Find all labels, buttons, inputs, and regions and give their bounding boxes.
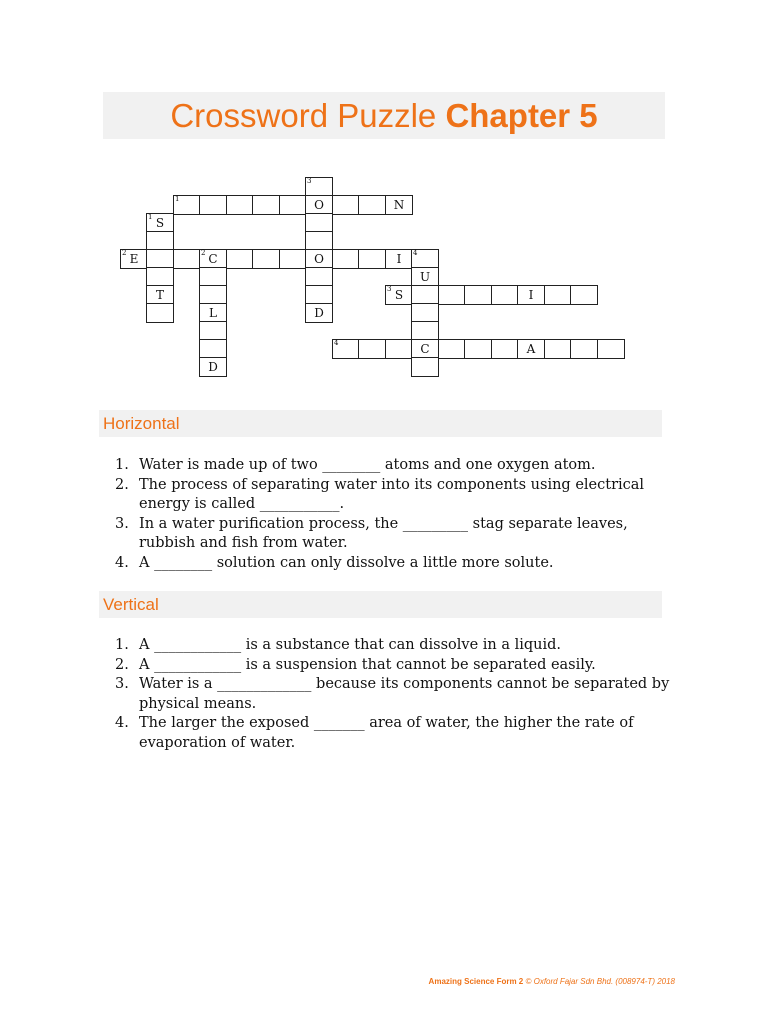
- footer-rest: © Oxford Fajar Sdn Bhd. (008974-T) 2018: [523, 977, 675, 986]
- crossword-cell[interactable]: [385, 195, 413, 215]
- cell-letter: U: [419, 270, 431, 284]
- vertical-heading: Vertical: [99, 591, 662, 618]
- crossword-cell[interactable]: [199, 285, 227, 305]
- crossword-cell[interactable]: [411, 249, 439, 269]
- crossword-cell[interactable]: [199, 339, 227, 359]
- clue-text: A ____________ is a suspension that cannot be separated easily.: [139, 656, 596, 673]
- crossword-cell[interactable]: [411, 285, 439, 305]
- cell-letter: I: [528, 288, 534, 302]
- crossword-cell[interactable]: [464, 285, 492, 305]
- vertical-clue-list: [115, 636, 684, 753]
- crossword-cell[interactable]: [570, 339, 598, 359]
- clue-item: [115, 636, 684, 656]
- clue-text: The process of separating water into its components using electrical energy is called ___________.: [139, 476, 645, 512]
- crossword-cell[interactable]: [385, 285, 413, 305]
- cell-clue-number: 3: [387, 285, 392, 293]
- cell-letter: I: [396, 252, 402, 266]
- cell-letter: D: [314, 306, 324, 320]
- crossword-cell[interactable]: [464, 339, 492, 359]
- crossword-cell[interactable]: [517, 285, 545, 305]
- clue-text: In a water purification process, the _________ stag separate leaves, rubbish and fish from water.: [139, 515, 628, 551]
- horizontal-heading: Horizontal: [99, 410, 662, 437]
- crossword-cell[interactable]: [146, 285, 174, 305]
- crossword-cell[interactable]: [199, 249, 227, 269]
- cell-clue-number: 2: [201, 249, 206, 257]
- crossword-cell[interactable]: [517, 339, 545, 359]
- crossword-cell[interactable]: [358, 195, 386, 215]
- clue-text: Water is a _____________ because its components cannot be separated by physical means.: [139, 676, 670, 712]
- crossword-cell[interactable]: [305, 213, 333, 233]
- crossword-cell[interactable]: [491, 339, 519, 359]
- crossword-cell[interactable]: [120, 249, 148, 269]
- cell-letter: S: [155, 216, 165, 230]
- cell-letter: C: [208, 252, 218, 266]
- crossword-cell[interactable]: [226, 195, 254, 215]
- crossword-cell[interactable]: [199, 303, 227, 323]
- crossword-grid: [0, 0, 768, 400]
- crossword-cell[interactable]: [146, 231, 174, 251]
- crossword-cell[interactable]: [358, 249, 386, 269]
- crossword-cell[interactable]: [544, 285, 572, 305]
- crossword-cell[interactable]: [146, 213, 174, 233]
- crossword-cell[interactable]: [252, 195, 280, 215]
- clue-item: [115, 714, 684, 753]
- cell-letter: S: [394, 288, 404, 302]
- crossword-cell[interactable]: [279, 249, 307, 269]
- clue-text: The larger the exposed _______ area of water, the higher the rate of evaporation of water.: [139, 715, 634, 751]
- cell-letter: T: [155, 288, 164, 302]
- cell-letter: N: [393, 198, 405, 212]
- crossword-cell[interactable]: [597, 339, 625, 359]
- crossword-cell[interactable]: [279, 195, 307, 215]
- clue-item: [115, 554, 684, 574]
- crossword-cell[interactable]: [385, 339, 413, 359]
- clue-item: [115, 456, 684, 476]
- crossword-cell[interactable]: [332, 339, 360, 359]
- crossword-cell[interactable]: [544, 339, 572, 359]
- crossword-cell[interactable]: [570, 285, 598, 305]
- crossword-cell[interactable]: [438, 339, 466, 359]
- clue-number: 3.: [115, 515, 129, 532]
- cell-clue-number: 3: [307, 177, 312, 185]
- crossword-cell[interactable]: [358, 339, 386, 359]
- crossword-cell[interactable]: [305, 177, 333, 197]
- cell-letter: O: [314, 252, 324, 266]
- crossword-cell[interactable]: [385, 249, 413, 269]
- crossword-cell[interactable]: [411, 357, 439, 377]
- crossword-cell[interactable]: [411, 339, 439, 359]
- clue-number: 2.: [115, 656, 129, 673]
- crossword-cell[interactable]: [411, 321, 439, 341]
- cell-clue-number: 4: [413, 249, 418, 257]
- footer-copyright: [429, 977, 675, 986]
- crossword-cell[interactable]: [491, 285, 519, 305]
- crossword-cell[interactable]: [199, 267, 227, 287]
- clue-number: 4.: [115, 554, 129, 571]
- clue-item: [115, 476, 684, 515]
- crossword-cell[interactable]: [305, 267, 333, 287]
- crossword-cell[interactable]: [199, 321, 227, 341]
- cell-clue-number: 4: [334, 339, 339, 347]
- crossword-cell[interactable]: [199, 357, 227, 377]
- clue-text: Water is made up of two ________ atoms and one oxygen atom.: [139, 457, 596, 473]
- crossword-cell[interactable]: [173, 249, 201, 269]
- crossword-cell[interactable]: [305, 231, 333, 251]
- crossword-cell[interactable]: [411, 267, 439, 287]
- crossword-cell[interactable]: [305, 195, 333, 215]
- clue-number: 1.: [115, 637, 129, 653]
- cell-letter: E: [129, 252, 139, 266]
- cell-clue-number: 1: [175, 195, 180, 203]
- cell-clue-number: 1: [148, 213, 153, 221]
- cell-letter: D: [208, 360, 218, 374]
- clue-item: [115, 515, 684, 554]
- cell-letter: O: [314, 198, 324, 212]
- title-normal: Crossword Puzzle: [170, 97, 437, 134]
- cell-clue-number: 2: [122, 249, 127, 257]
- cell-letter: L: [209, 306, 217, 320]
- crossword-cell[interactable]: [146, 249, 174, 269]
- crossword-cell[interactable]: [305, 303, 333, 323]
- clue-number: 4.: [115, 715, 129, 731]
- title-chapter: Chapter 5: [445, 97, 598, 134]
- cell-letter: C: [420, 342, 430, 356]
- clue-number: 2.: [115, 476, 129, 493]
- crossword-cell[interactable]: [305, 285, 333, 305]
- crossword-cell[interactable]: [332, 195, 360, 215]
- clue-text: A ________ solution can only dissolve a little more solute.: [139, 554, 554, 571]
- cell-letter: A: [526, 342, 536, 356]
- crossword-cell[interactable]: [146, 303, 174, 323]
- crossword-cell[interactable]: [411, 303, 439, 323]
- clue-number: 1.: [115, 457, 129, 473]
- crossword-cell[interactable]: [438, 285, 466, 305]
- clue-number: 3.: [115, 676, 129, 692]
- crossword-cell[interactable]: [199, 195, 227, 215]
- clue-item: [115, 656, 684, 676]
- crossword-cell[interactable]: [305, 249, 333, 269]
- crossword-cell[interactable]: [252, 249, 280, 269]
- clue-text: A ____________ is a substance that can dissolve in a liquid.: [139, 637, 562, 653]
- clue-item: [115, 675, 684, 714]
- crossword-cell[interactable]: [146, 267, 174, 287]
- crossword-cell[interactable]: [226, 249, 254, 269]
- horizontal-clue-list: [115, 456, 684, 573]
- crossword-cell[interactable]: [332, 249, 360, 269]
- crossword-cell[interactable]: [173, 195, 201, 215]
- footer-brand: Amazing Science Form 2: [428, 977, 524, 986]
